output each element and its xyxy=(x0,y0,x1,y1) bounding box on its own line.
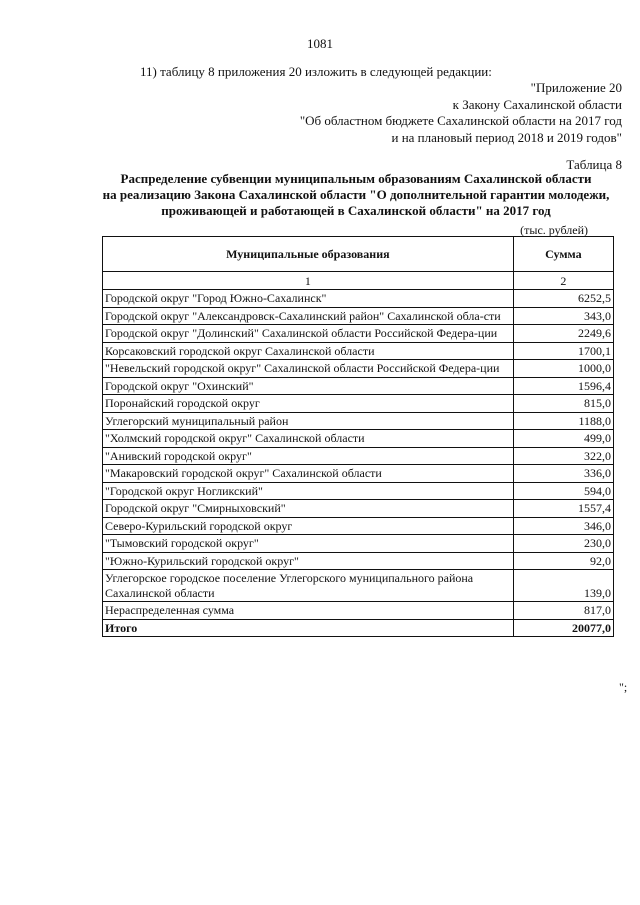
table-row xyxy=(103,447,614,465)
subvention-sum: 346,0 xyxy=(513,517,613,535)
municipality-name: "Невельский городской округ" Сахалинской области Российской Федера-ции xyxy=(103,360,514,378)
municipality-name: "Тымовский городской округ" xyxy=(103,535,514,553)
municipality-name: "Анивский городской округ" xyxy=(103,447,514,465)
subvention-sum: 1557,4 xyxy=(513,500,613,518)
subvention-sum: 1000,0 xyxy=(513,360,613,378)
subvention-sum: 139,0 xyxy=(513,570,613,602)
total-row xyxy=(103,619,614,637)
municipality-name: "Южно-Курильский городской округ" xyxy=(103,552,514,570)
table-label: Таблица 8 xyxy=(566,157,622,172)
subvention-sum: 343,0 xyxy=(513,307,613,325)
column-header-municipality: Муниципальные образования xyxy=(103,237,514,272)
table-row xyxy=(103,500,614,518)
table-row xyxy=(103,325,614,343)
table-row xyxy=(103,602,614,620)
table-row xyxy=(103,517,614,535)
title-line: Распределение субвенции муниципальным образованиям Сахалинской области xyxy=(120,171,592,186)
municipality-name: Поронайский городской округ xyxy=(103,395,514,413)
table-header-row xyxy=(103,237,614,272)
subvention-sum: 1700,1 xyxy=(513,342,613,360)
subvention-sum: 815,0 xyxy=(513,395,613,413)
subvention-sum: 499,0 xyxy=(513,430,613,448)
appendix-reference xyxy=(222,80,622,146)
subvention-sum: 594,0 xyxy=(513,482,613,500)
subvention-sum: 336,0 xyxy=(513,465,613,483)
table-row xyxy=(103,482,614,500)
municipality-name: "Холмский городской округ" Сахалинской области xyxy=(103,430,514,448)
subvention-sum: 322,0 xyxy=(513,447,613,465)
table-row xyxy=(103,377,614,395)
municipality-name: Северо-Курильский городской округ xyxy=(103,517,514,535)
subvention-sum: 1188,0 xyxy=(513,412,613,430)
column-number: 1 xyxy=(103,272,514,290)
column-number: 2 xyxy=(513,272,613,290)
municipality-name: Городской округ "Долинский" Сахалинской области Российской Федера-ции xyxy=(103,325,514,343)
table-row xyxy=(103,552,614,570)
table-row xyxy=(103,535,614,553)
total-label: Итого xyxy=(103,619,514,637)
municipality-name: Городской округ "Город Южно-Сахалинск" xyxy=(103,290,514,308)
table-row xyxy=(103,290,614,308)
column-number-row xyxy=(103,272,614,290)
municipality-name: Корсаковский городской округ Сахалинской области xyxy=(103,342,514,360)
title-line: на реализацию Закона Сахалинской области "О дополнительной гарантии молодежи, xyxy=(102,187,610,202)
title-line: проживающей и работающей в Сахалинской области" на 2017 год xyxy=(161,203,551,218)
total-sum: 20077,0 xyxy=(513,619,613,637)
table-row xyxy=(103,360,614,378)
appendix-line: и на плановый период 2018 и 2019 годов" xyxy=(391,129,622,145)
municipality-name: Городской округ "Охинский" xyxy=(103,377,514,395)
table-row xyxy=(103,465,614,483)
municipality-name: Нераспределенная сумма xyxy=(103,602,514,620)
table-row xyxy=(103,430,614,448)
appendix-line: "Приложение 20 xyxy=(530,80,622,95)
appendix-line: "Об областном бюджете Сахалинской области на 2017 год xyxy=(299,113,622,128)
municipality-name: Углегорский муниципальный район xyxy=(103,412,514,430)
closing-quote: "; xyxy=(619,680,628,694)
municipality-name: "Макаровский городской округ" Сахалинской области xyxy=(103,465,514,483)
subvention-sum: 817,0 xyxy=(513,602,613,620)
municipality-name: Углегорское городское поселение Углегорского муниципального района Сахалинской области xyxy=(103,570,514,602)
intro-text: 11) таблицу 8 приложения 20 изложить в следующей редакции: xyxy=(140,64,492,79)
subvention-sum: 6252,5 xyxy=(513,290,613,308)
municipality-name: Городской округ "Александровск-Сахалинский район" Сахалинской обла-сти xyxy=(103,307,514,325)
table-row xyxy=(103,412,614,430)
subvention-sum: 1596,4 xyxy=(513,377,613,395)
table-row xyxy=(103,395,614,413)
municipality-name: "Городской округ Ногликский" xyxy=(103,482,514,500)
table-row xyxy=(103,342,614,360)
units-label: (тыс. рублей) xyxy=(520,223,588,237)
subvention-sum: 92,0 xyxy=(513,552,613,570)
table-title xyxy=(100,171,612,219)
page-number: 1081 xyxy=(307,36,333,51)
table-row xyxy=(103,570,614,602)
subvention-sum: 230,0 xyxy=(513,535,613,553)
subvention-table xyxy=(102,236,614,637)
municipality-name: Городской округ "Смирныховский" xyxy=(103,500,514,518)
appendix-line: к Закону Сахалинской области xyxy=(452,96,622,112)
table-row xyxy=(103,307,614,325)
subvention-sum: 2249,6 xyxy=(513,325,613,343)
column-header-sum: Сумма xyxy=(513,237,613,272)
